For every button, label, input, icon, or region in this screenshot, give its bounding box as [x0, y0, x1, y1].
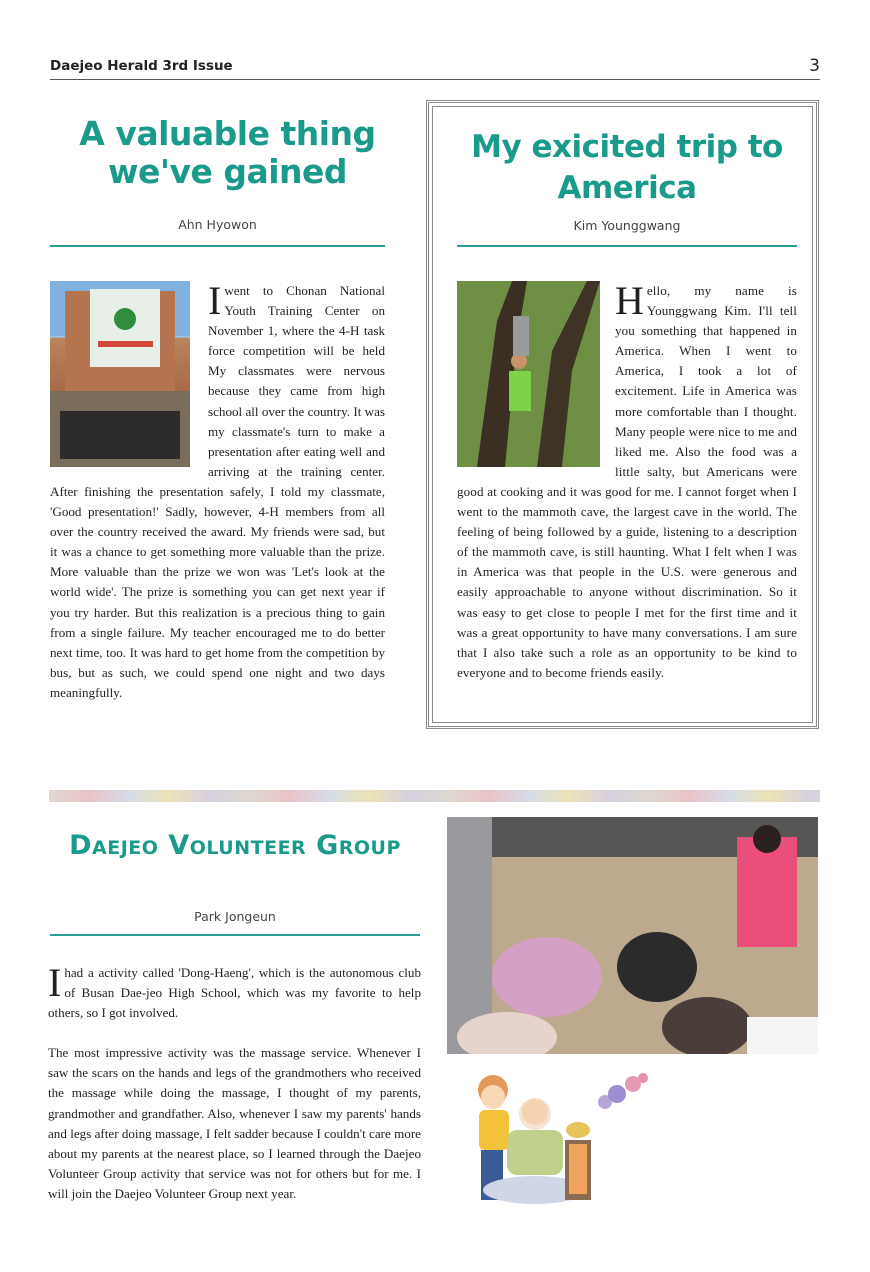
article3-paragraph-1-text: had a activity called 'Dong-Haeng', which is the autonomous club of Busan Dae-jeo High School, which was my favorite to help others, so I got involved. [48, 965, 421, 1021]
article1-divider [50, 245, 385, 247]
illustration-drawing [455, 1072, 655, 1210]
article2-title: My exicited trip to America [471, 129, 783, 206]
article2-body-text: ello, my name is Younggwang Kim. I'll tell you something that happened in America. When I went to America, I took a lot of excitement. Life in America was more comfortable than I thought. Many people were nice to me and liked me. Also the food was a little salty, but Americans were good at cooking and it was good for me. I cannot forget when I went to the mammoth cave, the largest cave in the world. The feeling of being followed by a guide, listening to a description of the mammoth cave, is still haunting. What I felt when I was in America was that people in the U.S. were generous and easily approachable to anyone without discrimination. So it was easy to get close to people I met for the first time and it was a great opportunity to have many conversations. I am sure that I also take such a role as an opportunity to be kind to everyone and to become friends easily. [457, 283, 797, 680]
article1-dropcap: I [208, 278, 222, 323]
page-header [50, 56, 820, 80]
article2-dropcap: H [615, 278, 644, 323]
article3-divider [50, 934, 420, 936]
article1-body [50, 278, 385, 703]
article1-title: A valuable thing we've gained [79, 114, 376, 191]
article2-author: Kim Younggwang [573, 218, 681, 233]
article2-divider [457, 245, 797, 247]
article1-photo-drawing [50, 281, 190, 467]
article1-author: Ahn Hyowon [178, 217, 257, 232]
article3-dropcap: I [48, 960, 62, 1005]
article3-body [48, 960, 421, 1204]
article3-author: Park Jongeun [194, 909, 276, 924]
article2-body [457, 278, 797, 683]
article3-title: Daejeo Volunteer Group [69, 830, 401, 861]
publication-title: Daejeo Herald 3rd Issue [50, 58, 233, 74]
page-number: 3 [809, 56, 820, 76]
article3-paragraph-2: The most impressive activity was the massage service. Whenever I saw the scars on the hands and legs of the grandmothers who received the massage while doing the massage, I thought of my parents, grandmother and grandfather. Also, whenever I saw my parents' hands and legs after doing massage, I felt sadder because I couldn't care more about my parents at the nearest place, so I learned through the Daejeo Volunteer Group activity that service was not for others but for me. I will join the Daejeo Volunteer Group next year. [48, 1045, 421, 1201]
article3-photo-drawing [447, 817, 818, 1054]
grandparent-massage-illustration [455, 1072, 655, 1210]
article3-paragraph-1 [48, 960, 421, 1023]
decorative-divider-strip [49, 790, 820, 802]
article3-photo-massage-service [447, 817, 818, 1054]
article2-photo-drawing [457, 281, 600, 467]
article1-photo-group-at-training-center [50, 281, 190, 467]
article2-photo-tree [457, 281, 600, 467]
article1-body-text: went to Chonan National Youth Training Center on November 1, where the 4-H task force competition will be held My classmates were nervous because they came from high school all over the country. It was my classmate's turn to make a presentation after eating well and arriving at the training center. After finishing the presentation safely, I told my classmate, 'Good presentation!' Sadly, however, 4-H members from all over the country received the award. My friends were sad, but it was a chance to get something more valuable than the prize. More valuable than the prize we won was 'Let's look at the world wide'. The prize is something you can get next year if you try harder. But this realization is a precious thing to gain from a single failure. My teacher encouraged me to do better next time, too. It was hard to get home from the competition by bus, but as such, we could spend one night and two days meaningfully. [50, 283, 385, 700]
